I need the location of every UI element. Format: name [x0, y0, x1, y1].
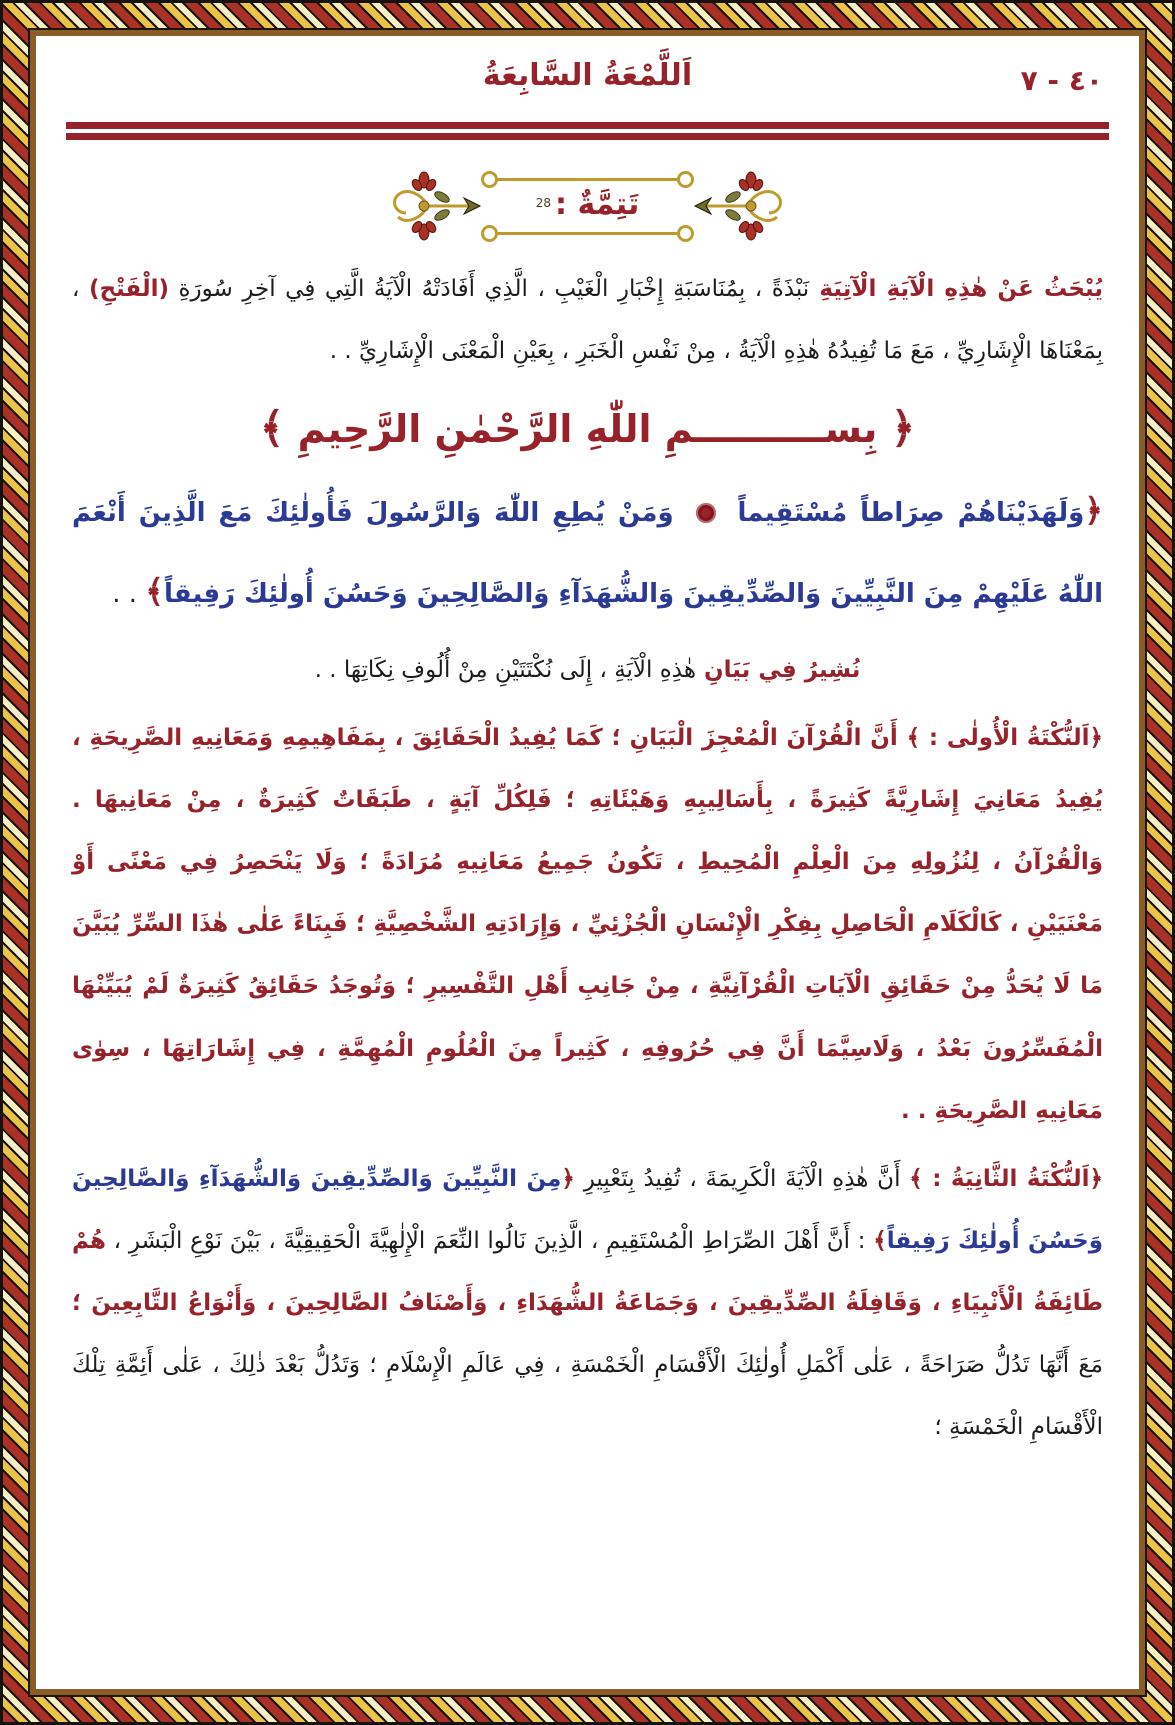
- border-brown-line: [30, 30, 1145, 1695]
- nukta-two-text: : أَنَّ أَهْلَ الصِّرَاطِ الْمُسْتَقِيمِ ، الَّذِينَ نَالُوا النِّعَمَ الْإِلٰهِيَّةَ الْحَقِيقِيَّةَ ، بَيْنَ نَوْعِ الْبَشَرِ ،: [105, 1227, 874, 1254]
- five-groups-text: هُمْ طَائِفَةُ الْأَنْبِيَاءِ ، وَقَافِلَةُ الصِّدِّيقِينَ ، وَجَمَاعَةُ الشُّهَدَاءِ ، وَأَصْنَافُ الصَّالِحِينَ ، وَأَنْوَاعُ التَّابِعِينَ ؛: [63, 1227, 1103, 1316]
- ornate-bracket-open: ﴿: [1084, 490, 1104, 529]
- bismillah-text: بِســــــــــمِ اللّٰهِ الرَّحْمٰنِ الرَّحِيمِ: [284, 407, 891, 452]
- trailing-dots: . .: [112, 579, 146, 610]
- corner-scroll-icon: [677, 225, 694, 242]
- page-title: اَللَّمْعَةُ السَّابِعَةُ: [482, 58, 693, 93]
- ornate-bracket-open: ﴿: [1089, 725, 1103, 752]
- nukta-two-text: أَنَّ هٰذِهِ الْآيَةَ الْكَرِيمَةَ ، تُفِيدُ بِتَعْبِيرِ: [574, 1165, 910, 1192]
- verse-text: وَلَهَدَيْنَاهُمْ صِرَاطاً مُسْتَقِيماً: [724, 497, 1085, 528]
- page-content: [36, 36, 1139, 1689]
- pointer-text: هٰذِهِ الْآيَةِ ، إِلَى نُكْتَتَيْنِ مِنْ أُلُوفِ نِكَاتِهَا . .: [314, 656, 697, 683]
- nukta-two-heading: اَلنُّكْتَةُ الثَّانِيَةُ :: [922, 1165, 1090, 1192]
- corner-scroll-icon: [481, 225, 498, 242]
- intro-paragraph: [64, 258, 1103, 382]
- ornate-bracket-open: ﴿: [1089, 1165, 1104, 1192]
- pointer-lead-text: نُشِيرُ فِي بَيَانِ: [696, 656, 861, 683]
- ornate-bracket-open: ﴿: [561, 1165, 575, 1192]
- floral-ornament-right-icon: [693, 164, 789, 248]
- verse-separator-rosette: [696, 503, 716, 523]
- ornamental-border: [3, 3, 1172, 1722]
- corner-scroll-icon: [677, 171, 694, 188]
- pointer-line: [72, 639, 1103, 701]
- surah-name: (الْفَتْحِ): [88, 276, 169, 302]
- quran-verse: [62, 470, 1104, 633]
- page-number: ٤٠ - ٧: [1020, 64, 1103, 97]
- cartouche-frame: [488, 178, 688, 235]
- intro-lead-text: يُبْحَثُ عَنْ هٰذِهِ الْآيَةِ الْآتِيَةِ: [809, 276, 1103, 302]
- nukta-one-heading: اَلنُّكْتَةُ الْأُولٰى :: [920, 725, 1090, 752]
- nukta-two-paragraph: [63, 1148, 1104, 1458]
- page-header: [66, 58, 1109, 110]
- footnote-marker: 28: [535, 196, 552, 211]
- verse-text: وَمَنْ يُطِعِ اللّٰهَ وَالرَّسُولَ فَأُولٰئِكَ مَعَ الَّذِينَ أَنْعَمَ اللّٰهُ عَلَيْهِمْ مِنَ النَّبِيِّينَ وَالصِّدِّيقِينَ وَالشُّهَدَآءِ وَالصَّالِحِينَ وَحَسُنَ أُولٰئِكَ رَفِيقاً: [62, 497, 1103, 610]
- nukta-two-text: مَعَ أَنَّهَا تَدُلُّ صَرَاحَةً ، عَلٰى أَكْمَلِ أُولٰئِكَ الْأَقْسَامِ الْخَمْسَةِ ، فِي عَالَمِ الْإِسْلَامِ ؛ وَتَدُلُّ بَعْدَ ذٰلِكَ ، عَلٰى أَئِمَّةِ تِلْكَ الْأَقْسَامِ الْخَمْسَةِ ؛: [64, 1352, 1103, 1441]
- double-rule-divider: [66, 122, 1109, 140]
- ornate-bracket-close: ﴾: [873, 1227, 887, 1254]
- tatimma-heading: تَتِمَّةٌ :: [555, 186, 640, 222]
- intro-text: ، بِمَعْنَاهَا الْإِشَارِيِّ ، مَعَ مَا تُفِيدُهُ هٰذِهِ الْآيَةُ ، مِنْ نَفْسِ الْخَبَرِ ، بِعَيْنِ الْمَعْنَى الْإِشَارِيِّ . .: [64, 276, 1103, 365]
- ornate-bracket-close: ﴾: [259, 403, 285, 453]
- quoted-verse-text: مِنَ النَّبِيِّينَ وَالصِّدِّيقِينَ وَالشُّهَدَآءِ وَالصَّالِحِينَ وَحَسُنَ أُولٰئِكَ رَفِيقاً: [63, 1165, 1103, 1254]
- corner-scroll-icon: [481, 171, 498, 188]
- nukta-one-paragraph: [63, 707, 1103, 1142]
- ornate-bracket-close: ﴾: [145, 572, 165, 611]
- nukta-one-text: أَنَّ الْقُرْآنَ الْمُعْجِزَ الْبَيَانِ ؛ كَمَا يُفِيدُ الْحَقَائِقَ ، بِمَفَاهِيمِهِ وَمَعَانِيهِ الصَّرِيحَةِ ، يُفِيدُ مَعَانِيَ إِشَارِيَّةً كَثِيرَةً ، بِأَسَالِيبِهِ وَهَيْئَاتِهِ ؛ فَلِكُلِّ آيَةٍ ، طَبَقَاتٌ كَثِيرَةٌ ، مِنْ مَعَانِيهَا . وَالْقُرْآنُ ، لِنُزُولِهِ مِنَ الْعِلْمِ الْمُحِيطِ ، تَكُونُ جَمِيعُ مَعَانِيهِ مُرَادَةً ؛ وَلَا يَنْحَصِرُ فِي مَعْنًى أَوْ مَعْنَيَيْنِ ، كَالْكَلَامِ الْحَاصِلِ بِفِكْرِ الْإِنْسَانِ الْجُزْئِيِّ ، وَإِرَادَتِهِ الشَّخْصِيَّةِ ؛ فَبِنَاءً عَلٰى هٰذَا السِّرِّ يُبَيَّنَ مَا لَا يُحَدُّ مِنْ حَقَائِقِ الْآيَاتِ الْقُرْآنِيَّةِ ، مِنْ جَانِبِ أَهْلِ التَّفْسِيرِ ؛ وَتُوجَدُ حَقَائِقُ كَثِيرَةٌ لَمْ يُبَيِّنْهَا الْمُفَسِّرُونَ بَعْدُ ، وَلَاسِيَّمَا أَنَّ فِي حُرُوفِهِ ، كَثِيراً مِنَ الْعُلُومِ الْمُهِمَّةِ ، فِي إِشَارَاتِهَا ، سِوٰى مَعَانِيهِ الصَّرِيحَةِ . .: [63, 725, 1103, 1124]
- floral-ornament-left-icon: [386, 164, 482, 248]
- ornate-bracket-close: ﴾: [909, 1165, 923, 1192]
- tatimma-cartouche: [66, 164, 1109, 248]
- ornate-bracket-open: ﴿: [890, 403, 916, 453]
- ornate-bracket-close: ﴾: [906, 725, 921, 752]
- bismillah-calligraphy: [66, 390, 1109, 466]
- border-inner-line: [28, 28, 1147, 1697]
- intro-text: نَبْذَةً ، بِمُنَاسَبَةِ إِخْبَارِ الْغَيْبِ ، الَّذِي أَفَادَتْهُ الْآيَةُ الَّتِي فِي آخِرِ سُورَةِ: [169, 276, 810, 302]
